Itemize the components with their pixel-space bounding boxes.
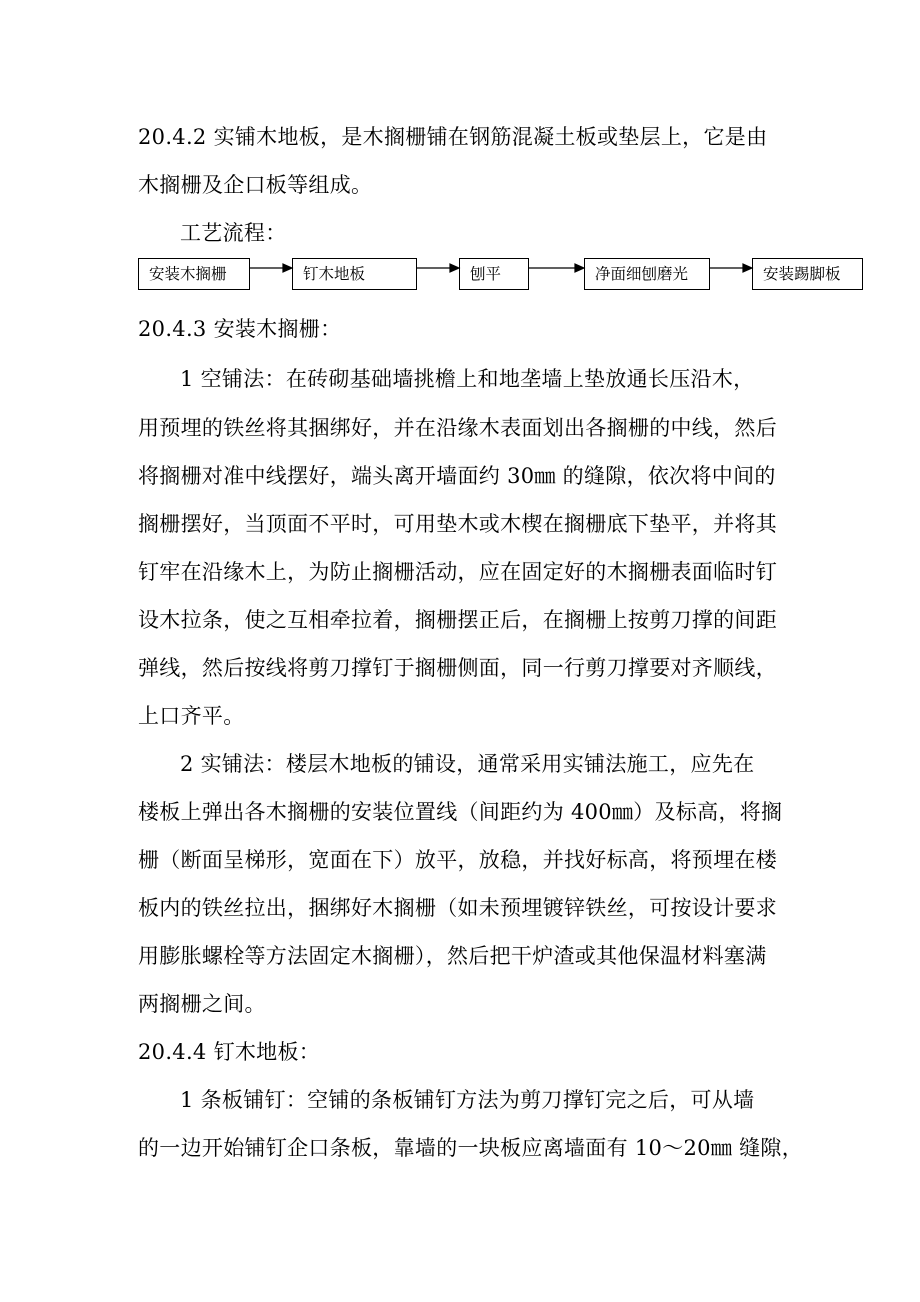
paragraph-20-4-3-2-line-5: 用膨胀螺栓等方法固定木搁栅），然后把干炉渣或其他保温材料塞满 xyxy=(138,944,767,968)
paragraph-20-4-2-line-1: 20.4.2 实铺木地板，是木搁栅铺在钢筋混凝土板或垫层上，它是由 xyxy=(138,125,768,149)
paragraph-20-4-3-2-line-3: 栅（断面呈梯形，宽面在下）放平，放稳，并找好标高，将预埋在楼 xyxy=(138,848,777,872)
heading-20-4-3: 20.4.3 安装木搁栅： xyxy=(138,317,342,341)
paragraph-20-4-4-1-line-2: 的一边开始铺钉企口条板，靠墙的一块板应离墙面有 10～20㎜ 缝隙， xyxy=(138,1136,803,1160)
flow-arrowhead-2 xyxy=(450,264,459,272)
paragraph-20-4-2-line-2: 木搁栅及企口板等组成。 xyxy=(138,173,373,197)
flow-step-plane: 刨平 xyxy=(459,258,529,290)
paragraph-20-4-3-1-line-4: 搁栅摆好，当顶面不平时，可用垫木或木楔在搁栅底下垫平，并将其 xyxy=(138,512,777,536)
flow-arrowhead-3 xyxy=(575,264,584,272)
paragraph-20-4-3-2-line-1: 2 实铺法：楼层木地板的铺设，通常采用实铺法施工，应先在 xyxy=(180,752,755,776)
flow-step-fine-plane-polish: 净面细刨磨光 xyxy=(584,258,710,290)
paragraph-20-4-3-1-line-1: 1 空铺法：在砖砌基础墙挑檐上和地垄墙上垫放通长压沿木， xyxy=(180,367,755,391)
process-label: 工艺流程： xyxy=(180,221,287,245)
paragraph-20-4-3-1-line-8: 上口齐平。 xyxy=(138,704,245,728)
paragraph-20-4-3-1-line-2: 用预埋的铁丝将其捆绑好，并在沿缘木表面划出各搁栅的中线，然后 xyxy=(138,416,777,440)
flow-arrows xyxy=(0,0,920,320)
paragraph-20-4-3-2-line-4: 板内的铁丝拉出，捆绑好木搁栅（如未预埋镀锌铁丝，可按设计要求 xyxy=(138,896,777,920)
paragraph-20-4-3-1-line-6: 设木拉条，使之互相牵拉着，搁栅摆正后，在搁栅上按剪刀撑的间距 xyxy=(138,608,777,632)
paragraph-20-4-3-1-line-3: 将搁栅对准中线摆好，端头离开墙面约 30㎜ 的缝隙，依次将中间的 xyxy=(138,464,776,488)
flow-step-install-joists: 安装木搁栅 xyxy=(138,258,250,290)
paragraph-20-4-3-1-line-5: 钉牢在沿缘木上，为防止搁栅活动，应在固定好的木搁栅表面临时钉 xyxy=(138,560,777,584)
flow-arrowhead-4 xyxy=(743,264,752,272)
heading-20-4-4: 20.4.4 钉木地板： xyxy=(138,1040,321,1064)
flow-step-nail-floor: 钉木地板 xyxy=(292,258,417,290)
paragraph-20-4-3-2-line-6: 两搁栅之间。 xyxy=(138,992,266,1016)
paragraph-20-4-4-1-line-1: 1 条板铺钉：空铺的条板铺钉方法为剪刀撑钉完之后，可从墙 xyxy=(180,1088,755,1112)
flow-step-install-skirting: 安装踢脚板 xyxy=(752,258,863,290)
paragraph-20-4-3-1-line-7: 弹线，然后按线将剪刀撑钉于搁栅侧面，同一行剪刀撑要对齐顺线， xyxy=(138,656,777,680)
paragraph-20-4-3-2-line-2: 楼板上弹出各木搁栅的安装位置线（间距约为 400㎜）及标高，将搁 xyxy=(138,800,783,824)
flow-arrowhead-1 xyxy=(283,264,292,272)
